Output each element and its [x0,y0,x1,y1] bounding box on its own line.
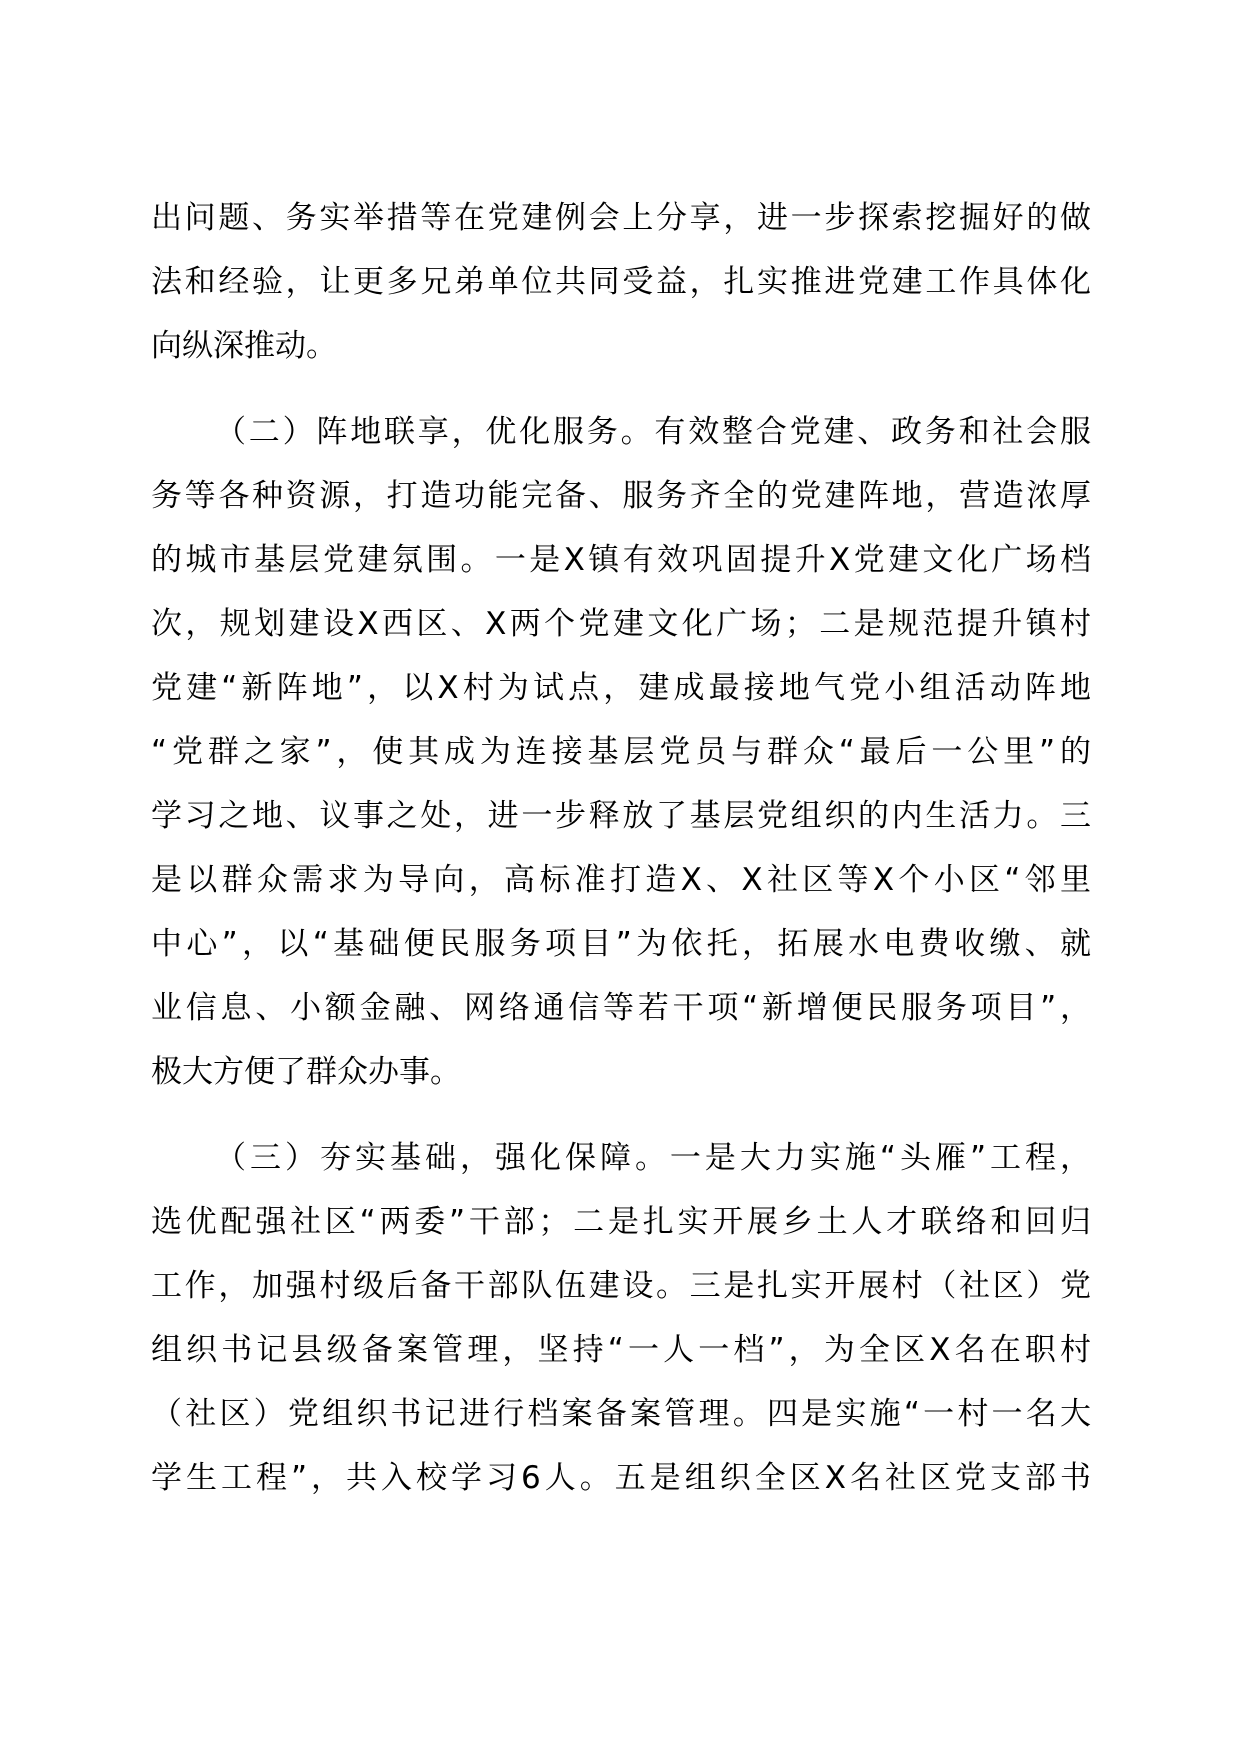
paragraph-2-line-9: 中心”，以“基础便民服务项目”为依托，拓展水电费收缴、就 [151,926,1091,962]
paragraph-2-line-2: 务等各种资源，打造功能完备、服务齐全的党建阵地，营造浓厚 [151,478,1091,514]
paragraph-1-line-3: 向纵深推动。 [151,328,337,364]
paragraph-1-line-1: 出问题、务实举措等在党建例会上分享，进一步探索挖掘好的做 [151,200,1091,236]
paragraph-2-line-1: （二）阵地联享，优化服务。有效整合党建、政务和社会服 [215,414,1091,450]
paragraph-2-line-7: 学习之地、议事之处，进一步释放了基层党组织的内生活力。三 [151,798,1091,834]
paragraph-1-line-2: 法和经验，让更多兄弟单位共同受益，扎实推进党建工作具体化 [151,264,1091,300]
paragraph-3-line-2: 选优配强社区“两委”干部；二是扎实开展乡土人才联络和回归 [151,1204,1091,1240]
paragraph-3-line-4: 组织书记县级备案管理，坚持“一人一档”，为全区X名在职村 [151,1332,1091,1368]
paragraph-3-line-1: （三）夯实基础，强化保障。一是大力实施“头雁”工程， [215,1140,1091,1176]
paragraph-2-line-11: 极大方便了群众办事。 [151,1054,461,1090]
paragraph-3-line-5: （社区）党组织书记进行档案备案管理。四是实施“一村一名大 [151,1396,1091,1432]
paragraph-3-line-6: 学生工程”，共入校学习6人。五是组织全区X名社区党支部书 [151,1460,1091,1496]
paragraph-2-line-5: 党建“新阵地”，以X村为试点，建成最接地气党小组活动阵地 [151,670,1091,706]
paragraph-2-line-6: “党群之家”，使其成为连接基层党员与群众“最后一公里”的 [151,734,1091,770]
paragraph-2-line-3: 的城市基层党建氛围。一是X镇有效巩固提升X党建文化广场档 [151,542,1091,578]
paragraph-3-line-3: 工作，加强村级后备干部队伍建设。三是扎实开展村（社区）党 [151,1268,1091,1304]
paragraph-2-line-4: 次，规划建设X西区、X两个党建文化广场；二是规范提升镇村 [151,606,1091,642]
paragraph-2-line-8: 是以群众需求为导向，高标准打造X、X社区等X个小区“邻里 [151,862,1091,898]
paragraph-2-line-10: 业信息、小额金融、网络通信等若干项“新增便民服务项目”， [151,990,1091,1026]
